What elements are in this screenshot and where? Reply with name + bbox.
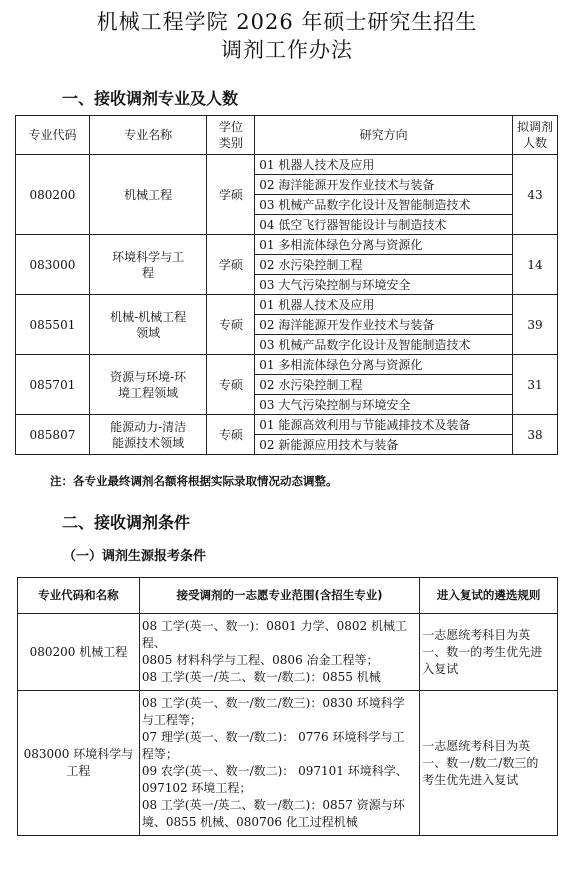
major-code: 085807 <box>16 415 90 455</box>
selection-rule: 一志愿统考科目为英 一、数一/数二/数三的 考生优先进入复试 <box>420 691 558 836</box>
header-code-name: 专业代码和名称 <box>18 578 140 614</box>
section1-heading: 一、接收调剂专业及人数 <box>62 89 239 108</box>
header-direction: 研究方向 <box>255 116 513 155</box>
major-name: 能源动力-清洁 能源技术领域 <box>89 415 207 455</box>
quota-count: 38 <box>513 415 558 455</box>
accepted-scope: 08 工学(英一、数一)：0801 力学、0802 机械工程、 0805 材料科学与工程、0806 冶金工程等； 08 工学(英一/英二、数一/数二)：0855 机械 <box>139 614 419 691</box>
accepted-scope: 08 工学(英一、数一/数二/数三)：0830 环境科学 与工程等； 07 理学(英一、数一/数二)： 0776 环境科学与工 程等； 09 农学(英一、数一/数二)： 097101 环境科学、 097102 环境工程； 08 工学(英一/英二、数一/数二)：0857 资源与环 境、0855 机械、080706 化工过程机械 <box>139 691 419 836</box>
research-direction: 01 多相流体绿色分离与资源化 <box>255 355 513 375</box>
major-code-name: 080200 机械工程 <box>18 614 140 691</box>
header-code: 专业代码 <box>16 116 90 155</box>
major-code: 085701 <box>16 355 90 415</box>
degree-type: 学硕 <box>207 235 255 295</box>
header-name: 专业名称 <box>89 116 207 155</box>
table-row <box>16 415 558 435</box>
quota-table <box>15 115 558 455</box>
header-quota: 拟调剂 人数 <box>513 116 558 155</box>
quota-count: 14 <box>513 235 558 295</box>
table-row <box>16 355 558 375</box>
header-type: 学位 类别 <box>207 116 255 155</box>
table-row <box>16 155 558 175</box>
research-direction: 03 机械产品数字化设计及智能制造技术 <box>255 195 513 215</box>
header-scope: 接受调剂的一志愿专业范围(含招生专业) <box>139 578 419 614</box>
quota-count: 39 <box>513 295 558 355</box>
major-name: 资源与环境-环 境工程领域 <box>89 355 207 415</box>
research-direction: 01 多相流体绿色分离与资源化 <box>255 235 513 255</box>
conditions-table <box>17 577 558 836</box>
subsection1-heading: （一）调剂生源报考条件 <box>63 549 207 564</box>
research-direction: 02 海洋能源开发作业技术与装备 <box>255 315 513 335</box>
major-name: 机械-机械工程 领域 <box>89 295 207 355</box>
table-row <box>18 614 558 691</box>
header-rule: 进入复试的遴选规则 <box>420 578 558 614</box>
selection-rule: 一志愿统考科目为英 一、数一的考生优先进 入复试 <box>420 614 558 691</box>
research-direction: 02 水污染控制工程 <box>255 255 513 275</box>
degree-type: 专硕 <box>207 415 255 455</box>
degree-type: 学硕 <box>207 155 255 235</box>
research-direction: 01 机器人技术及应用 <box>255 155 513 175</box>
research-direction: 01 能源高效利用与节能减排技术及装备 <box>255 415 513 435</box>
degree-type: 专硕 <box>207 295 255 355</box>
table-row <box>16 295 558 315</box>
table-note: 注：各专业最终调剂名额将根据实际录取情况动态调整。 <box>50 474 338 488</box>
major-code: 083000 <box>16 235 90 295</box>
table-row <box>16 235 558 255</box>
research-direction: 03 大气污染控制与环境安全 <box>255 275 513 295</box>
section2-heading: 二、接收调剂条件 <box>62 513 191 532</box>
research-direction: 03 机械产品数字化设计及智能制造技术 <box>255 335 513 355</box>
document-title-line2: 调剂工作办法 <box>221 38 353 62</box>
conditions-table-header <box>18 578 558 614</box>
major-code: 085501 <box>16 295 90 355</box>
degree-type: 专硕 <box>207 355 255 415</box>
table-row <box>18 691 558 836</box>
major-code-name: 083000 环境科学与 工程 <box>18 691 140 836</box>
research-direction: 02 海洋能源开发作业技术与装备 <box>255 175 513 195</box>
major-name: 机械工程 <box>89 155 207 235</box>
research-direction: 02 水污染控制工程 <box>255 375 513 395</box>
research-direction: 03 大气污染控制与环境安全 <box>255 395 513 415</box>
quota-count: 43 <box>513 155 558 235</box>
research-direction: 01 机器人技术及应用 <box>255 295 513 315</box>
major-name: 环境科学与工 程 <box>89 235 207 295</box>
research-direction: 04 低空飞行器智能设计与制造技术 <box>255 215 513 235</box>
document-title-line1: 机械工程学院 2026 年硕士研究生招生 <box>96 10 478 34</box>
major-code: 080200 <box>16 155 90 235</box>
quota-count: 31 <box>513 355 558 415</box>
research-direction: 02 新能源应用技术与装备 <box>255 435 513 455</box>
quota-table-header <box>16 116 558 155</box>
